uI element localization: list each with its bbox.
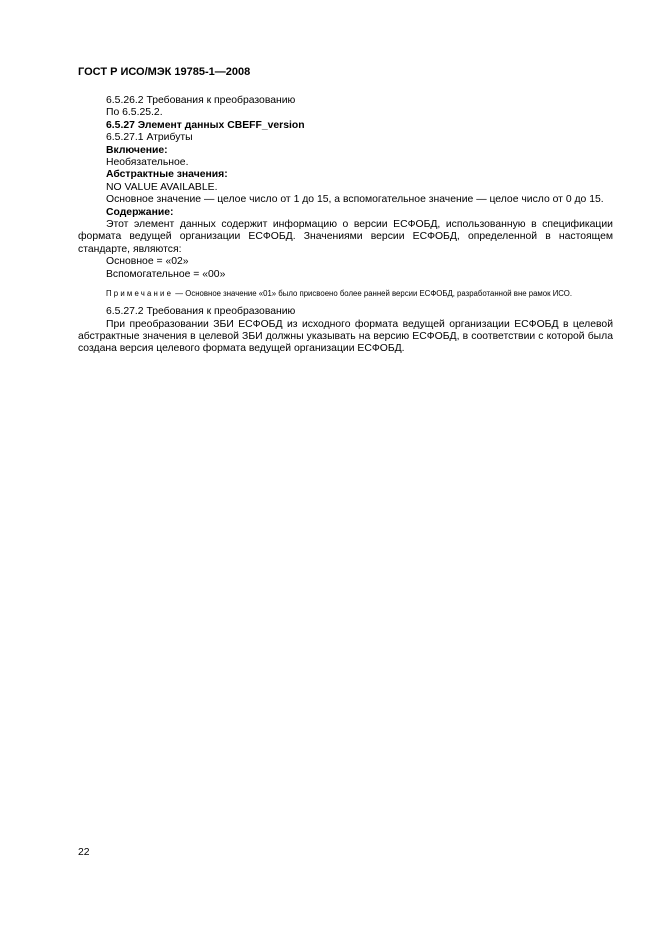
major-version-value: Основное = «02»: [106, 256, 189, 268]
section-6-5-26-2-title: 6.5.26.2 Требования к преобразованию: [106, 95, 296, 106]
content-label: Содержание:: [106, 206, 174, 218]
inclusion-label: Включение:: [106, 144, 168, 156]
inclusion-value: Необязательное.: [106, 157, 189, 169]
section-6-5-27-2-text: При преобразовании ЗБИ ЕСФОБД из исходного формата ведущей организации ЕСФОБД в целевой абстрактные значения в целевой ЗБИ должны указывать на версию ЕСФОБД, в соответствии с которой была создана версия целевого формата ведущей организации ЕСФОБД.: [78, 318, 613, 355]
content-text: Этот элемент данных содержит информацию о версии ЕСФОБД, использованную в спецификации формата ведущей организации ЕСФОБД. Значениями версии ЕСФОБД, определенной в настоящем стандарте, являются:: [78, 219, 613, 255]
section-6-5-27-title: 6.5.27 Элемент данных CBEFF_version: [106, 119, 305, 131]
section-6-5-26-2-text: По 6.5.25.2.: [106, 107, 163, 119]
page-content: [78, 95, 613, 356]
document-header: ГОСТ Р ИСО/МЭК 19785-1—2008: [78, 66, 251, 78]
abstract-values-value: NO VALUE AVAILABLE.: [106, 181, 218, 193]
section-6-5-27-2-title: 6.5.27.2 Требования к преобразованию: [106, 306, 296, 318]
abstract-values-text: Основное значение — целое число от 1 до 15, а вспомогательное значение — целое число от 0 до 15.: [106, 194, 604, 206]
section-6-5-27-1-title: 6.5.27.1 Атрибуты: [106, 132, 193, 144]
abstract-values-label: Абстрактные значения:: [106, 169, 228, 181]
note-text: — Основное значение «01» было присвоено более ранней версии ЕСФОБД, разработанной вне рамок ИСО.: [173, 289, 572, 299]
minor-version-value: Вспомогательное = «00»: [106, 268, 226, 280]
page-number: 22: [78, 847, 90, 858]
note: [78, 288, 613, 299]
note-label: Примечание: [106, 289, 174, 299]
